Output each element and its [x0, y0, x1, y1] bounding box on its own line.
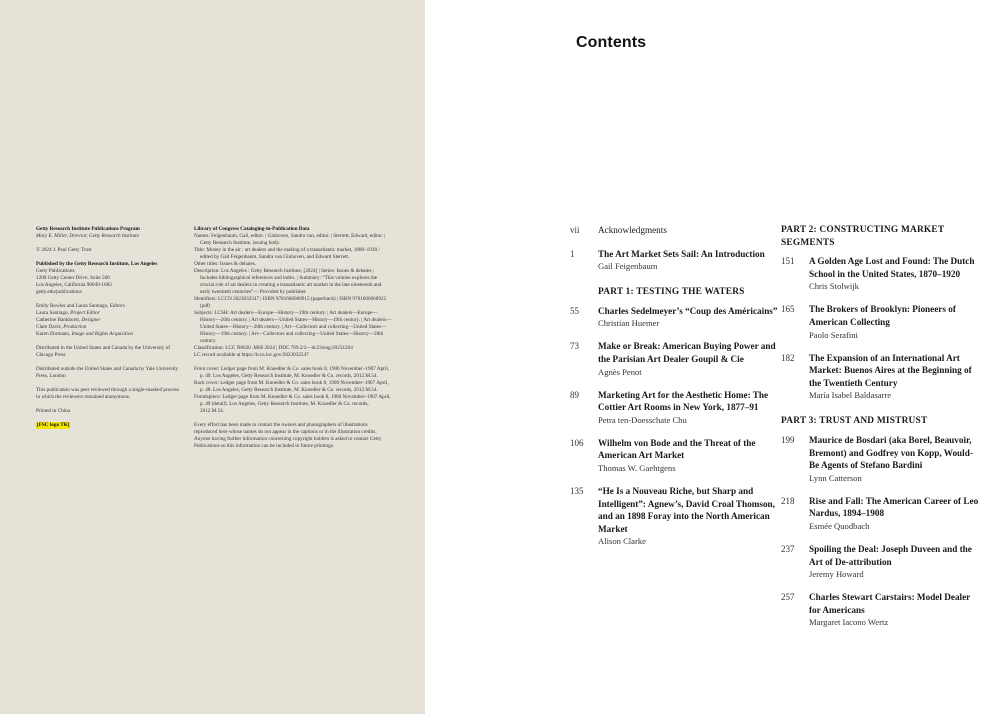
cataloging-data: [194, 226, 392, 450]
cip-line: Title: Money in the air : art dealers and the making of a transatlantic market, 1880–1930 / edited by Gail Feigenbaum, Sandra van Ginhoven, and Edward Sterrett.: [194, 247, 380, 260]
toc-entry-author: Jeremy Howard: [809, 569, 864, 580]
program-title: Getty Research Institute Publications Program: [36, 226, 140, 232]
cip-line: Other titles: Issues & debates.: [194, 261, 257, 267]
toc-part-heading: PART 2: CONSTRUCTING MARKET SEGMENTS: [781, 225, 945, 248]
toc-entry-author: Alison Clarke: [598, 536, 646, 547]
toc-part-heading: PART 3: TRUST AND MISTRUST: [781, 416, 928, 427]
toc-entry-title: The Brokers of Brooklyn: Pioneers of American Collecting: [809, 304, 956, 327]
toc-entry-title: The Art Market Sets Sail: An Introduction: [598, 248, 765, 259]
toc-entry-author: María Isabel Baldasarre: [809, 390, 892, 401]
toc-entry-author: Agnès Penot: [598, 366, 642, 377]
published-by: Published by the Getty Research Institute, Los Angeles: [36, 261, 158, 267]
toc-entry-title: A Golden Age Lost and Found: The Dutch School in the United States, 1870–1920: [809, 256, 975, 279]
toc-page-number: 135: [570, 485, 584, 496]
toc-entry[interactable]: [781, 495, 981, 532]
cip-line: Names: Feigenbaum, Gail, editor. | Ginhoven, Sandra van, editor. | Sterrett, Edward, editor. | Getty Research Institute, issuing body.: [194, 233, 386, 246]
toc-entry-author: Esmée Quodbach: [809, 520, 870, 531]
address-line: 1200 Getty Center Drive, Suite 500: [36, 275, 110, 281]
toc-entry[interactable]: [570, 437, 785, 474]
distribution-us: Distributed in the United States and Canada by the University of Chicago Press: [36, 345, 170, 358]
toc-entry-title: Maurice de Bosdari (aka Borel, Beauvoir, Bremont) and Godfrey von Kopp, Would-Be Agents of Stefano Bardini: [809, 434, 973, 471]
toc-column-right: [781, 224, 981, 639]
toc-entry-author: Paolo Serafini: [809, 329, 858, 340]
cip-line: Classification: LCC N8620 .M66 2024 | DDC 709.2/2—dc23/eng/20231204: [194, 345, 353, 351]
toc-entry-title: Charles Sedelmeyer’s “Coup des Américains”: [598, 305, 778, 316]
contents-page: [425, 0, 1000, 714]
toc-entry[interactable]: [781, 352, 981, 402]
cover-credits: [194, 366, 392, 415]
cover-credit-line: Front cover: Ledger page from M. Knoedler & Co. sales book 8, 1900 November–1907 April, p. 49. Los Angeles, Getty Research Institute, M. Knoedler & Co. records, 2012.M.54.: [194, 366, 390, 379]
toc-part-heading: PART 1: TESTING THE WATERS: [598, 287, 745, 298]
toc-entry[interactable]: [781, 255, 981, 292]
publisher-address: [36, 268, 181, 296]
toc-page-number: 151: [781, 256, 795, 267]
toc-entry-author: Thomas W. Gaehtgens: [598, 462, 676, 473]
credit-line: [36, 317, 181, 324]
toc-entry[interactable]: [570, 389, 785, 426]
copyright-line: © 2024 J. Paul Getty Trust: [36, 247, 92, 253]
toc-page-number: 1: [570, 248, 575, 259]
toc-page-number: 199: [781, 434, 795, 445]
toc-entry-title: Wilhelm von Bode and the Threat of the American Art Market: [598, 437, 756, 461]
cover-credit-line: Frontispiece: Ledger page from M. Knoedler & Co. sales book 8, 1900 November–1907 April, p. 49 (detail). Los Angeles, Getty Research Institute, M. Knoedler & Co. records, 2012.M.54.: [194, 394, 391, 414]
toc-page-number: 218: [781, 495, 795, 506]
toc-entry-title: Acknowledgments: [598, 225, 667, 235]
toc-entry-author: Gail Feigenbaum: [598, 261, 658, 272]
credit-line: [36, 324, 181, 331]
address-line: getty.edu/publications: [36, 289, 82, 295]
fsc-logo-placeholder: [FSC logo TK]: [37, 422, 70, 428]
toc-entry-author: Christian Huemer: [598, 318, 660, 329]
toc-entry-author: Lynn Catterson: [809, 472, 862, 483]
toc-entry-author: Margaret Iacono Wertz: [809, 617, 889, 628]
peer-review-note: This publication was peer reviewed through a single-masked process in which the reviewers remained anonymous.: [36, 387, 179, 400]
toc-entry-title: “He Is a Nouveau Riche, but Sharp and Intelligent”: Agnew’s, David Croal Thomson, and an 1898 Foray into the North American Market: [598, 485, 775, 534]
toc-entry-title: Marketing Art for the Aesthetic Home: The Cottier Art Rooms in New York, 1877–91: [598, 389, 769, 413]
cip-record: [194, 233, 392, 359]
toc-entry[interactable]: [781, 543, 981, 580]
toc-column-left: [570, 224, 785, 558]
credit-role: Project Editor: [70, 310, 100, 316]
toc-page-number: 106: [570, 437, 584, 448]
toc-entry-title: Charles Stewart Carstairs: Model Dealer for Americans: [809, 592, 971, 615]
toc-entry-title: Rise and Fall: The American Career of Leo Nardus, 1894–1908: [809, 495, 979, 519]
credit-names: Laura Santiago,: [36, 310, 71, 316]
credit-line: [36, 310, 181, 317]
toc-entry[interactable]: [570, 485, 785, 547]
cip-line: Description: Los Angeles : Getty Research Institute, [2024] | Series: Issues & debates | Includes bibliographical references and index. | Summary: “This volume explores the crucial role of art dealers in creating a transatlantic art market in the late nineteenth and early twentieth centuries”— Provided by publisher.: [194, 268, 382, 295]
toc-entry[interactable]: [781, 434, 981, 484]
toc-page-number: 89: [570, 389, 579, 400]
cip-title: Library of Congress Cataloging-in-Publication Data: [194, 226, 310, 232]
distribution-outside: Distributed outside the United States and Canada by Yale University Press, London: [36, 366, 179, 379]
credit-role: Designer: [81, 317, 101, 323]
toc-entry[interactable]: [570, 305, 785, 330]
toc-page-number: 182: [781, 352, 795, 363]
cip-line: LC record available at https://lccn.loc.gov/2023032547: [194, 352, 309, 358]
toc-page-number: vii: [570, 225, 580, 235]
toc-entry[interactable]: [570, 248, 785, 273]
credit-names: Catherine Bankhurst,: [36, 317, 82, 323]
toc-entry[interactable]: [570, 224, 785, 237]
credit-names: Karen Ehrmann,: [36, 331, 72, 337]
permissions-note: Every effort has been made to contact the owners and photographers of illustrations reproduced here whose names do not appear in the captions or in the illustration credits. Anyone having further information concerning copyright holders is asked to contact Getty Publications so this information can be included in future printings.: [194, 422, 382, 449]
credit-names: Emily Rowles and Laura Santiago,: [36, 303, 110, 309]
toc-entry-author: Chris Stolwijk: [809, 281, 859, 292]
toc-page-number: 73: [570, 341, 579, 352]
credit-line: [36, 303, 181, 310]
toc-page-number: 257: [781, 592, 795, 603]
printed-in: Printed in China: [36, 408, 71, 414]
publisher-credits: [36, 226, 181, 429]
staff-credits: [36, 303, 181, 338]
toc-entry[interactable]: [781, 591, 981, 628]
toc-entry[interactable]: [570, 340, 785, 377]
toc-entry-title: The Expansion of an International Art Market: Buenos Aires at the Beginning of the Twentieth Century: [809, 352, 972, 388]
cip-line: Identifiers: LCCN 2023032547 | ISBN 9781606068915 (paperback) | ISBN 9781606068922 (pdf): [194, 296, 387, 309]
toc-page-number: 165: [781, 304, 795, 315]
toc-entry[interactable]: [781, 303, 981, 340]
credit-names: Clare Davis,: [36, 324, 64, 330]
toc-page-number: 237: [781, 543, 795, 554]
toc-entry-title: Spoiling the Deal: Joseph Duveen and the Art of De-attribution: [809, 543, 972, 567]
cip-line: Subjects: LCSH: Art dealers—Europe—History—19th century. | Art dealers—Europe—History—20th century. | Art dealers—United States—History—19th century. | Art dealers—United States—History—20th century. | Art—Collectors and collecting—United States—History—19th century. | Art—Collectors and collecting—United States—History—20th century.: [194, 310, 392, 344]
credit-role: Production: [63, 324, 87, 330]
copyright-page: [0, 0, 425, 714]
address-line: Los Angeles, California 90049-1682: [36, 282, 112, 288]
program-director: Mary E. Miller, Director, Getty Research Institute: [36, 233, 139, 239]
credit-line: [36, 331, 181, 338]
credit-role: Image and Rights Acquisition: [71, 331, 134, 337]
toc-page-number: 55: [570, 305, 579, 316]
cover-credit-line: Back cover: Ledger page from M. Knoedler & Co. sales book 8, 1900 November–1907 April, p. 48. Los Angeles, Getty Research Institute, M. Knoedler & Co. records, 2012.M.54.: [194, 380, 389, 393]
page-title: Contents: [576, 34, 647, 51]
toc-entry-author: Petra ten-Doesschate Chu: [598, 414, 687, 425]
address-line: Getty Publications: [36, 268, 75, 274]
credit-role: Editors: [109, 303, 126, 309]
toc-entry-title: Make or Break: American Buying Power and the Parisian Art Dealer Goupil & Cie: [598, 341, 776, 364]
